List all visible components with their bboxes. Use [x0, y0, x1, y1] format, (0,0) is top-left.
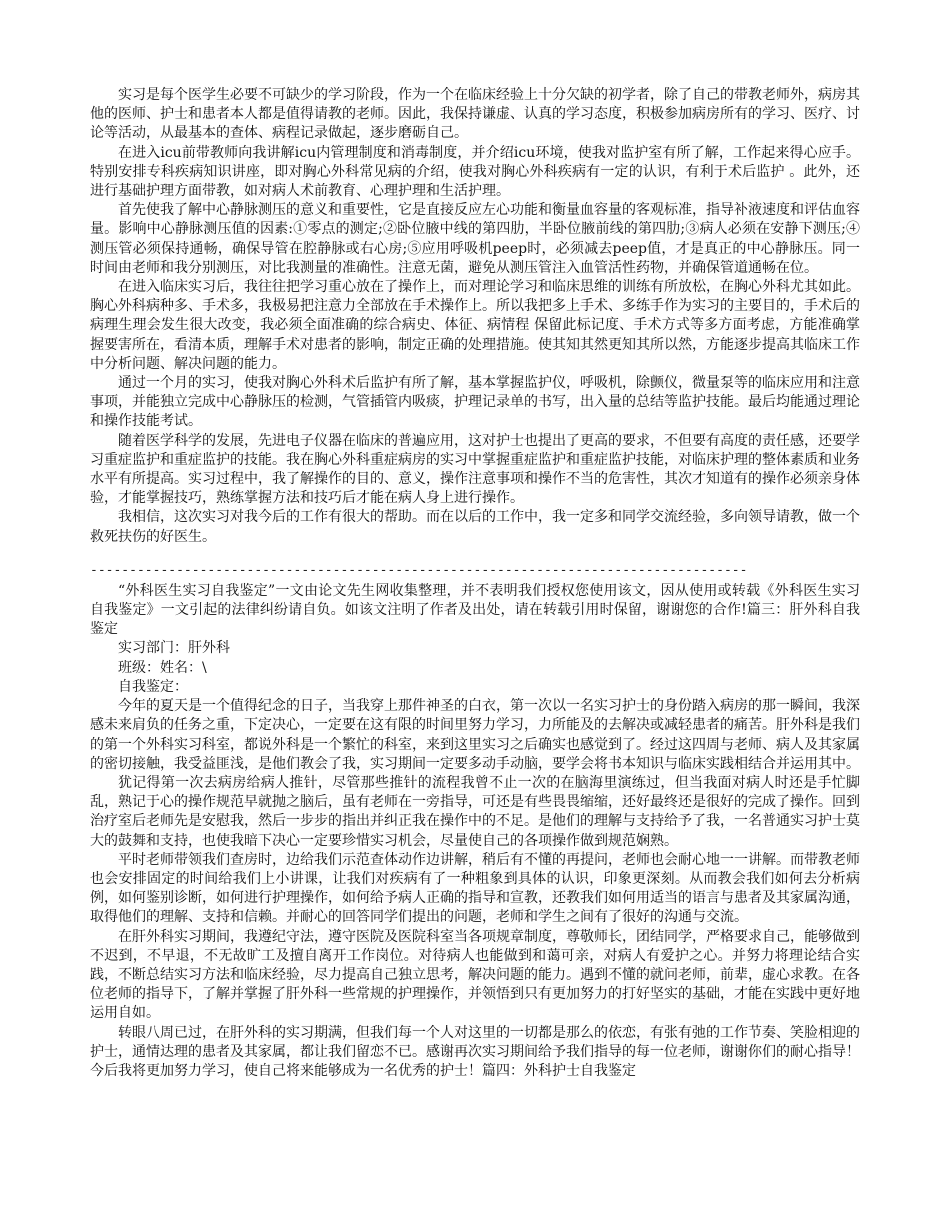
- class-name-line: 班级：姓名：\: [118, 659, 207, 676]
- paragraph: 我相信，这次实习对我今后的工作有很大的帮助。而在以后的工作中，我一定多和同学交流经验，多向领导请教，做一个救死扶伤的好医生。: [90, 509, 860, 545]
- paragraph: 在进入icu前带教师向我讲解icu内管理制度和消毒制度，并介绍icu环境，使我对监护室有所了解，工作起来得心应手。特别安排专科疾病知识讲座，即对胸心外科常见病的介绍，使我对胸心外科疾病有一定的认识，有利于术后监护 。此外，还进行基础护理方面带教，如对病人术前教育、心理护理和生活护理。: [90, 144, 860, 200]
- document-page: [90, 86, 860, 1081]
- section-heading: 自我鉴定：: [118, 678, 188, 695]
- paragraph: 在肝外科实习期间，我遵纪守法，遵守医院及医院科室当各项规章制度，尊敬师长，团结同学，严格要求自己，能够做到不迟到，不早退，不无故旷工及擅自离开工作岗位。对待病人也能做到和蔼可亲，对病人有爱护之心。并努力将理论结合实践，不断总结实习方法和临床经验，尽力提高自己独立思考，解决问题的能力。遇到不懂的就问老师，前辈，虚心求教。在各位老师的指导下，了解并掌握了肝外科一些常规的护理操作，并领悟到只有更加努力的打好坚实的基础，才能在实践中更好地运用自如。: [90, 928, 860, 1022]
- dashed-divider: ------------------------------------------------------------------------------------: [90, 562, 748, 578]
- paragraph: 平时老师带领我们查房时，边给我们示范查体动作边讲解，稍后有不懂的再提问，老师也会耐心地一一讲解。而带教老师也会安排固定的时间给我们上小讲课，让我们对疾病有了一种粗象到具体的认识，印象更深刻。从而教会我们如何去分析病例，如何鉴别诊断，如何进行护理操作，如何给予病人正确的指导和宣教，还教我们如何用适当的语言与患者及其家属沟通，取得他们的理解、支持和信赖。并耐心的回答同学们提出的问题，老师和学生之间有了很好的沟通与交流。: [90, 851, 860, 926]
- paragraph: 犹记得第一次去病房给病人推针，尽管那些推针的流程我曾不止一次的在脑海里演练过，但当我面对病人时还是手忙脚乱，熟记于心的操作规范早就抛之脑后，虽有老师在一旁指导，可还是有些畏畏缩缩，还好最终还是很好的完成了操作。回到治疗室后老师先是安慰我，然后一步步的指出并纠正我在操作中的不足。是他们的理解与支持给予了我，一名普通实习护士莫大的鼓舞和支持，也使我暗下决心一定要珍惜实习机会，尽量使自己的各项操作做到规范娴熟。: [90, 774, 860, 849]
- paragraph: 今年的夏天是一个值得纪念的日子，当我穿上那件神圣的白衣，第一次以一名实习护士的身份踏入病房的那一瞬间，我深感未来肩负的任务之重，下定决心，一定要在这有限的时间里努力学习，力所能及的去解决或减轻患者的痛苦。肝外科是我们的第一个外科实习科室，都说外科是一个繁忙的科室，来到这里实习之后确实也感觉到了。经过这四周与老师、病人及其家属的密切接触，我受益匪浅，是他们教会了我，实习期间一定要多动手动脑，要学会将书本知识与临床实践相结合并运用其中。: [90, 698, 860, 772]
- dept-line: 实习部门：肝外科: [118, 640, 230, 657]
- paragraph: 随着医学科学的发展，先进电子仪器在临床的普遍应用，这对护士也提出了更高的要求，不但要有高度的责任感，还要学习重症监护和重症监护的技能。我在胸心外科重症病房的实习中掌握重症监护和重症监护技能，对临床护理的整体素质和业务水平有所提高。实习过程中，我了解操作的目的、意义，操作注意事项和操作不当的危害性，其次才知道有的操作必须亲身体验，才能掌握技巧，熟练掌握方法和技巧后才能在病人身上进行操作。: [90, 432, 860, 507]
- paragraph: 转眼八周已过，在肝外科的实习期满，但我们每一个人对这里的一切都是那么的依恋，有张有弛的工作节奏、笑脸相迎的护士，通情达理的患者及其家属，都让我们留恋不已。感谢再次实习期间给予我们指导的每一位老师，谢谢你们的耐心指导！今后我将更加努力学习，使自己将来能够成为一名优秀的护士！篇四：外科护士自我鉴定: [90, 1024, 860, 1079]
- paragraph: 通过一个月的实习，使我对胸心外科术后监护有所了解，基本掌握监护仪，呼吸机，除颤仪，微量泵等的临床应用和注意事项，并能独立完成中心静脉压的检测，气管插管内吸痰，护理记录单的书写，出入量的总结等监护技能。最后均能通过理论和操作技能考试。: [90, 375, 860, 430]
- copyright-notice: “外科医生实习自我鉴定”一文由论文先生网收集整理，并不表明我们授权您使用该文，因从使用或转载《外科医生实习自我鉴定》一文引起的法律纠纷请自负。如该文注明了作者及出处，请在转载引用时保留，谢谢您的合作!篇三：肝外科自我鉴定: [90, 582, 860, 638]
- paragraph: 首先使我了解中心静脉测压的意义和重要性，它是直接反应左心功能和衡量血容量的客观标准，指导补液速度和评估血容量。影响中心静脉测压值的因素:①零点的测定;②卧位腋中线的第四肋，半卧位腋前线的第四肋;③病人必须在安静下测压;④测压管必须保持通畅，确保导管在腔静脉或右心房;⑤应用呼吸机peep时，必须减去peep值，才是真正的中心静脉压。同一时间由老师和我分别测压，对比我测量的准确性。注意无菌，避免从测压管注入血管活性药物，并确保管道通畅在位。: [90, 202, 860, 276]
- paragraph: 在进入临床实习后，我往往把学习重心放在了操作上，而对理论学习和临床思维的训练有所放松，在胸心外科尤其如此。胸心外科病种多、手术多，我极易把注意力全部放在手术操作上。所以我把多上手术、多练手作为实习的主要目的，手术后的病理生理会发生很大改变，我必须全面准确的综合病史、体征、病情程 保留此标记度、手术方式等多方面考虑，方能准确掌握要害所在，看清本质，理解手术对患者的影响，制定正确的处理措施。使其知其然更知其所以然，方能逐步提高其临床工作中分析问题、解决问题的能力。: [90, 279, 860, 372]
- paragraph: 实习是每个医学生必要不可缺少的学习阶段，作为一个在临床经验上十分欠缺的初学者，除了自己的带教老师外，病房其他的医师、护士和患者本人都是值得请教的老师。因此，我保持谦虚、认真的学习态度，积极参加病房所有的学习、医疗、讨论等活动，从最基本的查体、病程记录做起，逐步磨砺自己。: [90, 87, 860, 142]
